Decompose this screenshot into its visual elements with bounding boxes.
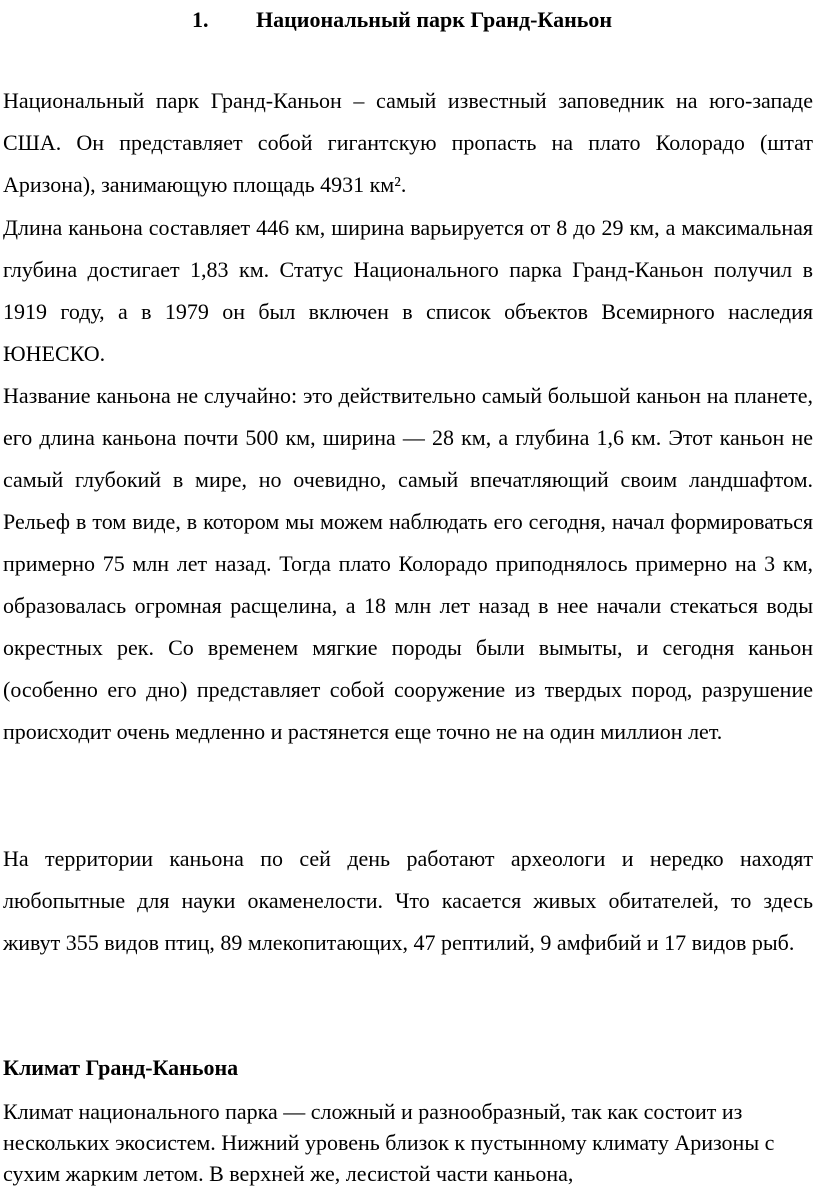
section-title-climate: Климат Гранд-Каньона (3, 1055, 239, 1080)
paragraph-intro: Национальный парк Гранд-Каньон – самый известный заповедник на юго-западе США. Он представляет собой гигантскую пропасть на плато Колорадо (штат Аризона), занимающую площадь 4931 км². (3, 88, 813, 197)
heading-number: 1. (192, 7, 209, 32)
heading-title: Национальный парк Гранд-Каньон (256, 7, 613, 32)
document-heading (0, 4, 816, 36)
paragraph-name-origin: Название каньона не случайно: это действительно самый большой каньон на планете, его длина каньона почти 500 км, ширина — 28 км, а глубина 1,6 км. Этот каньон не самый глубокий в мире, но очевидно, самый впечатляющий своим ландшафтом. Рельеф в том виде, в котором мы можем наблюдать его сегодня, начал формироваться примерно 75 млн лет назад. Тогда плато Колорадо приподнялось примерно на 3 км, образовалась огромная расщелина, а 18 млн лет назад в нее начали стекаться воды окрестных рек. Со временем мягкие породы были вымыты, и сегодня каньон (особенно его дно) представляет собой сооружение из твердых пород, разрушение происходит очень медленно и растянется еще точно не на один миллион лет. (3, 383, 813, 744)
paragraph-climate: Климат национального парка — сложный и разнообразный, так как состоит из нескольких экосистем. Нижний уровень близок к пустынному климату Аризоны с сухим жарким летом. В верхней же, лесистой части каньона, (3, 1099, 775, 1186)
paragraph-fauna: На территории каньона по сей день работают археологи и нередко находят любопытные для науки окаменелости. Что касается живых обитателей, то здесь живут 355 видов птиц, 89 млекопитающих, 47 рептилий, 9 амфибий и 17 видов рыб. (3, 846, 813, 955)
paragraph-dimensions: Длина каньона составляет 446 км, ширина варьируется от 8 до 29 км, а максимальная глубина достигает 1,83 км. Статус Национального парка Гранд-Каньон получил в 1919 году, а в 1979 он был включен в список объектов Всемирного наследия ЮНЕСКО. (3, 215, 813, 366)
